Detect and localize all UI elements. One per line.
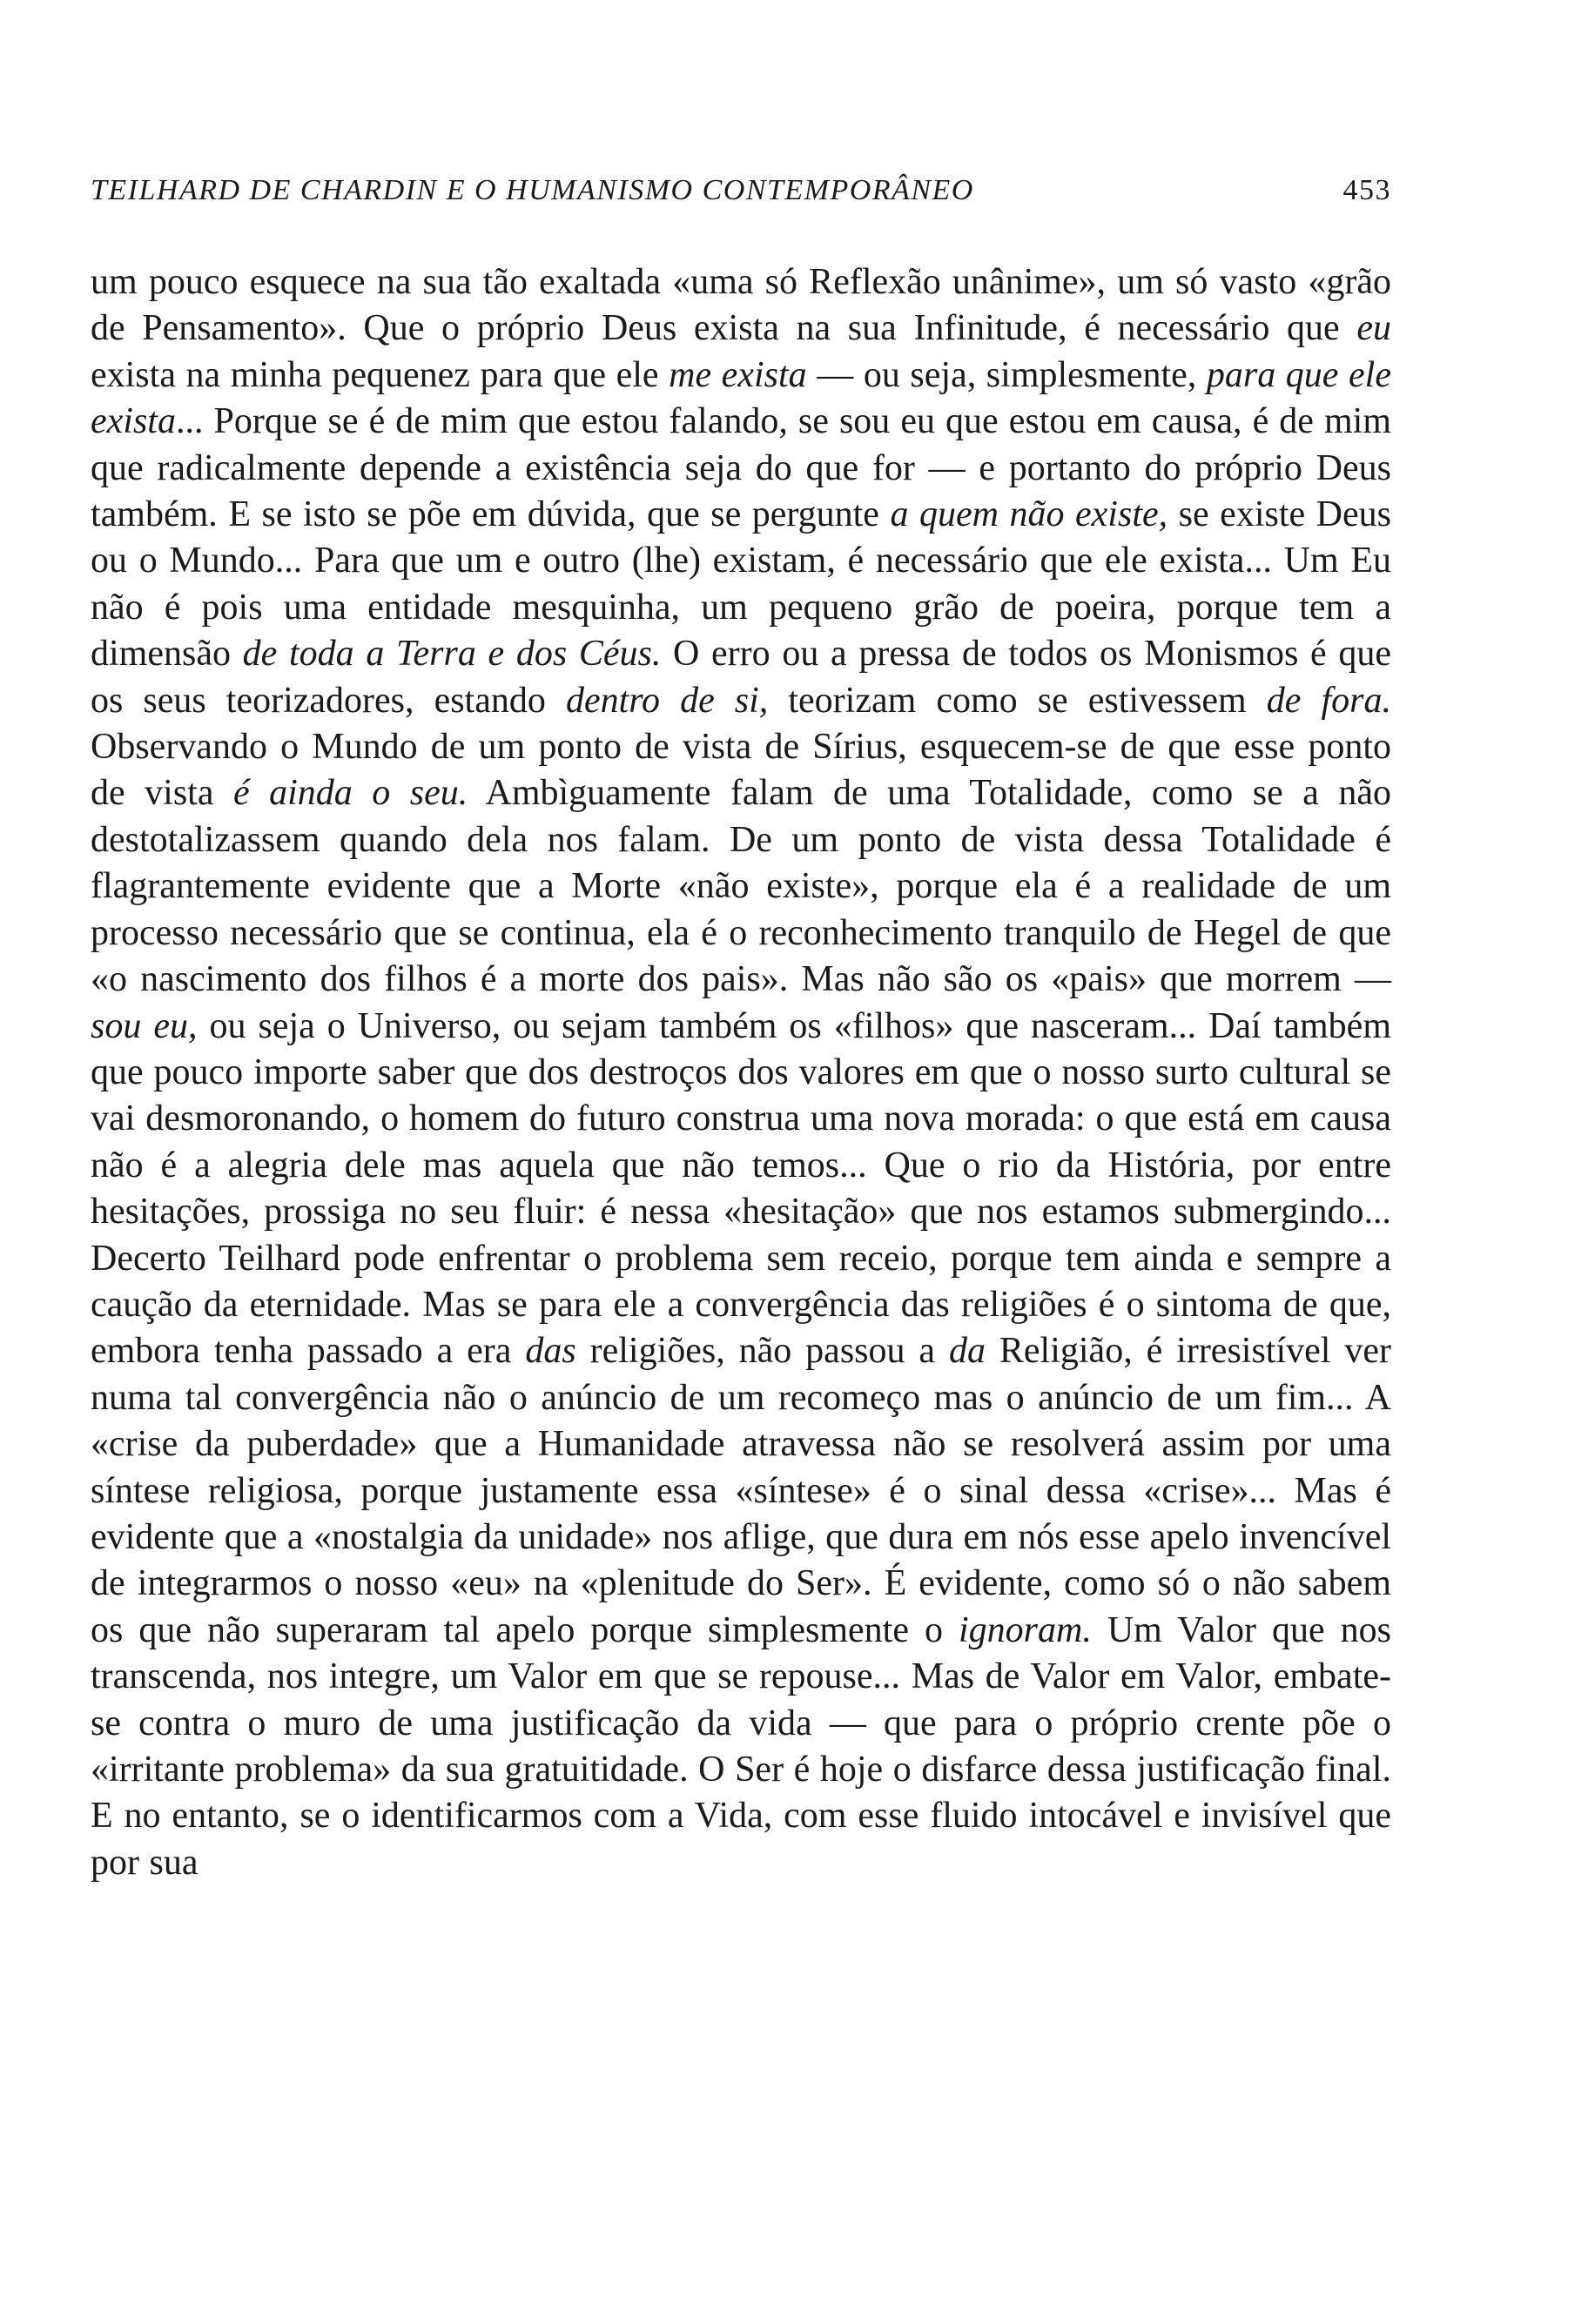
italic-run: a quem não existe, bbox=[890, 494, 1168, 535]
italic-run: sou eu, bbox=[91, 1005, 198, 1046]
text-run: ou seja o Universo, ou sejam também os «filhos» que nasceram... Daí também que pouco importe saber que dos destroços dos valores em que o nosso surto cultural se vai desmoronando, o homem do futuro construa uma nova morada: o que está em causa não é a alegria dele mas aquela que não temos... Que o rio da História, por entre hesitações, prossiga no seu fluir: é nessa «hesitação» que nos estamos submergindo... Decerto Teilhard pode enfrentar o problema sem receio, porque tem ainda e sempre a caução da eternidade. Mas se para ele a convergência das religiões é o sintoma de que, embora tenha passado a era bbox=[91, 1005, 1391, 1372]
italic-run: me exista bbox=[669, 354, 807, 395]
italic-run: ignoram. bbox=[958, 1609, 1092, 1650]
italic-run: da bbox=[948, 1331, 986, 1372]
text-run: — ou seja, simplesmente, bbox=[806, 354, 1207, 395]
running-head-title: TEILHARD DE CHARDIN E O HUMANISMO CONTEMPORÂNEO bbox=[91, 174, 974, 206]
italic-run: das bbox=[525, 1331, 576, 1372]
text-run: Religião, é irresistível ver numa tal convergência não o anúncio de um recomeço mas o anúncio de um fim... A «crise da puberdade» que a Humanidade atravessa não se resolverá assim por uma síntese religiosa, porque justamente essa «síntese» é o sinal dessa «crise»... Mas é evidente que a «nostalgia da unidade» nos aflige, que dura em nós esse apelo invencível de integrarmos o nosso «eu» na «plenitude do Ser». É evidente, como só o não sabem os que não superaram tal apelo porque simplesmente o bbox=[91, 1331, 1392, 1650]
running-head bbox=[91, 174, 1391, 218]
text-run: ... Porque se é de mim que estou falando, se sou eu que estou em causa, é de mim que radicalmente depende a existência seja do que for — e portanto do próprio Deus também. E se isto se põe em dúvida, que se pergunte bbox=[91, 401, 1391, 535]
text-run: um pouco esquece na sua tão exaltada «uma só Reflexão unânime», um só vasto «grão de Pensamento». Que o próprio Deus exista na sua Infinitude, é necessário que bbox=[91, 262, 1391, 349]
italic-run: de toda a Terra e dos Céus. bbox=[242, 634, 662, 675]
text-run: Um Valor que nos transcenda, nos integre, um Valor em que se repouse... Mas de Valor em Valor, embate-se contra o muro de uma justificação da vida — que para o próprio crente põe o «irritante problema» da sua gratuitidade. O Ser é hoje o disfarce dessa justificação final. E no entanto, se o identificarmos com a Vida, com esse fluido intocável e invisível que por sua bbox=[91, 1609, 1392, 1883]
text-run: Observando o Mundo de um ponto de vista de Sírius, esquecem-se de que esse ponto de vista bbox=[91, 727, 1391, 814]
italic-run: dentro de si, bbox=[565, 680, 769, 721]
italic-run: é ainda o seu. bbox=[232, 773, 468, 814]
page-number: 453 bbox=[1342, 174, 1391, 206]
text-run: se existe Deus ou o Mundo... Para que um e outro (lhe) existam, é necessário que ele exista... Um Eu não é pois uma entidade mesquinha, um pequeno grão de poeira, porque tem a dimensão bbox=[91, 494, 1391, 675]
italic-run: para que ele exista bbox=[91, 354, 1391, 442]
italic-run: de fora. bbox=[1266, 680, 1391, 721]
text-run: Ambìguamente falam de uma Totalidade, como se a não destotalizassem quando dela nos falam. De um ponto de vista dessa Totalidade é flagrantemente evidente que a Morte «não existe», porque ela é a realidade de um processo necessário que se continua, ela é o reconhecimento tranquilo de Hegel de que «o nascimento dos filhos é a morte dos pais». Mas não são os «pais» que morrem — bbox=[91, 773, 1392, 1000]
text-run: O erro ou a pressa de todos os Monismos é que os seus teorizadores, estando bbox=[91, 634, 1392, 721]
text-run: exista na minha pequenez para que ele bbox=[91, 354, 670, 395]
text-run: religiões, não passou a bbox=[575, 1331, 949, 1372]
body-paragraph bbox=[91, 259, 1391, 1886]
text-run: teorizam como se estivessem bbox=[768, 680, 1267, 721]
italic-run: eu bbox=[1356, 308, 1391, 349]
